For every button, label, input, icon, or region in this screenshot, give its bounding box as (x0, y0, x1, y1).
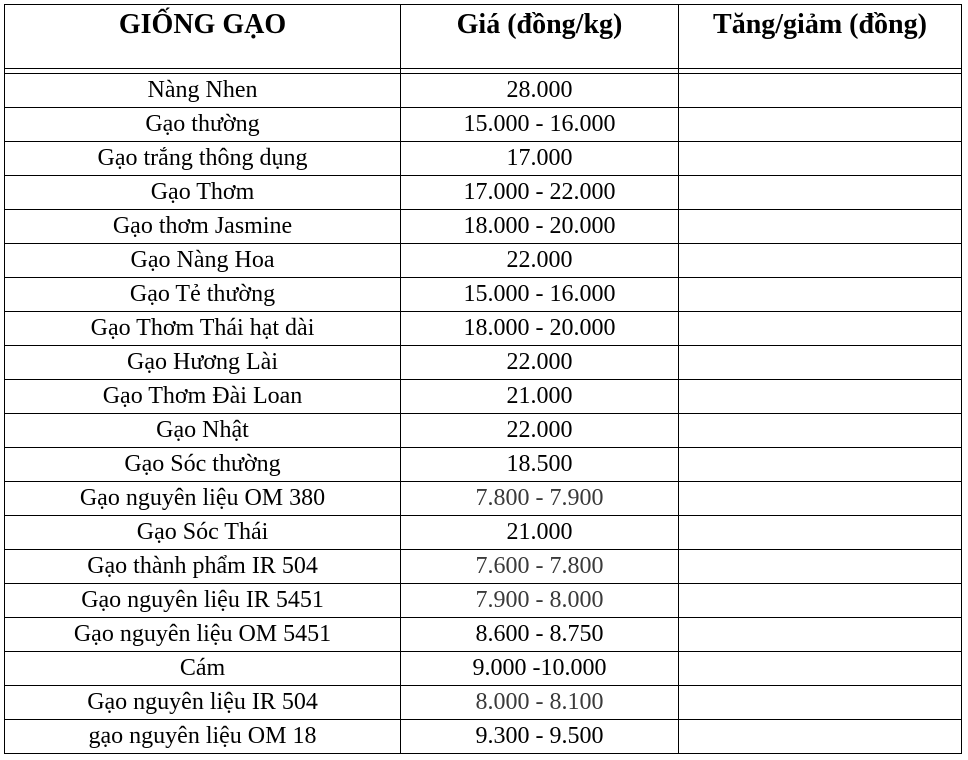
variety-cell: Gạo Nàng Hoa (5, 244, 401, 278)
change-cell (679, 278, 962, 312)
variety-cell: Gạo Sóc Thái (5, 516, 401, 550)
price-cell: 17.000 (401, 142, 679, 176)
price-cell: 15.000 - 16.000 (401, 278, 679, 312)
table-row (5, 142, 962, 176)
price-cell: 8.000 - 8.100 (401, 686, 679, 720)
change-cell (679, 346, 962, 380)
variety-cell: Gạo Hương Lài (5, 346, 401, 380)
change-cell (679, 618, 962, 652)
price-cell: 21.000 (401, 516, 679, 550)
variety-cell: Gạo trắng thông dụng (5, 142, 401, 176)
table-row (5, 618, 962, 652)
price-cell: 22.000 (401, 414, 679, 448)
price-cell: 7.600 - 7.800 (401, 550, 679, 584)
change-cell (679, 652, 962, 686)
variety-cell: Gạo Thơm Đài Loan (5, 380, 401, 414)
variety-cell: Gạo thường (5, 108, 401, 142)
variety-cell: Gạo thơm Jasmine (5, 210, 401, 244)
change-cell (679, 584, 962, 618)
variety-cell: Gạo Thơm Thái hạt dài (5, 312, 401, 346)
change-cell (679, 108, 962, 142)
table-row (5, 108, 962, 142)
table-row (5, 74, 962, 108)
change-cell (679, 482, 962, 516)
variety-cell: gạo nguyên liệu OM 18 (5, 720, 401, 754)
variety-cell: Gạo nguyên liệu IR 5451 (5, 584, 401, 618)
header-variety: GIỐNG GẠO (5, 5, 401, 69)
change-cell (679, 380, 962, 414)
table-row (5, 448, 962, 482)
table-row (5, 312, 962, 346)
change-cell (679, 516, 962, 550)
change-cell (679, 550, 962, 584)
price-cell: 15.000 - 16.000 (401, 108, 679, 142)
variety-cell: Cám (5, 652, 401, 686)
table-row (5, 414, 962, 448)
change-cell (679, 74, 962, 108)
price-cell: 17.000 - 22.000 (401, 176, 679, 210)
change-cell (679, 142, 962, 176)
table-row (5, 720, 962, 754)
price-cell: 18.000 - 20.000 (401, 312, 679, 346)
price-cell: 8.600 - 8.750 (401, 618, 679, 652)
table-row (5, 652, 962, 686)
variety-cell: Gạo nguyên liệu IR 504 (5, 686, 401, 720)
variety-cell: Gạo nguyên liệu OM 380 (5, 482, 401, 516)
table-body (5, 69, 962, 754)
variety-cell: Gạo Sóc thường (5, 448, 401, 482)
header-price: Giá (đồng/kg) (401, 5, 679, 69)
price-cell: 18.000 - 20.000 (401, 210, 679, 244)
variety-cell: Gạo nguyên liệu OM 5451 (5, 618, 401, 652)
table-row (5, 686, 962, 720)
change-cell (679, 720, 962, 754)
variety-cell: Gạo Thơm (5, 176, 401, 210)
price-cell: 18.500 (401, 448, 679, 482)
table-row (5, 516, 962, 550)
table-row (5, 346, 962, 380)
variety-cell: Gạo Nhật (5, 414, 401, 448)
change-cell (679, 244, 962, 278)
price-cell: 7.800 - 7.900 (401, 482, 679, 516)
change-cell (679, 686, 962, 720)
table-row (5, 278, 962, 312)
price-cell: 7.900 - 8.000 (401, 584, 679, 618)
table-row (5, 584, 962, 618)
change-cell (679, 312, 962, 346)
variety-cell: Gạo thành phẩm IR 504 (5, 550, 401, 584)
price-cell: 22.000 (401, 346, 679, 380)
change-cell (679, 448, 962, 482)
variety-cell: Nàng Nhen (5, 74, 401, 108)
table-row (5, 210, 962, 244)
rice-price-table (4, 4, 962, 754)
table-row (5, 244, 962, 278)
table-row (5, 482, 962, 516)
price-cell: 22.000 (401, 244, 679, 278)
table-row (5, 380, 962, 414)
table-row (5, 176, 962, 210)
change-cell (679, 414, 962, 448)
change-cell (679, 210, 962, 244)
header-change: Tăng/giảm (đồng) (679, 5, 962, 69)
price-cell: 9.000 -10.000 (401, 652, 679, 686)
price-cell: 28.000 (401, 74, 679, 108)
price-cell: 21.000 (401, 380, 679, 414)
variety-cell: Gạo Tẻ thường (5, 278, 401, 312)
price-cell: 9.300 - 9.500 (401, 720, 679, 754)
header-row (5, 5, 962, 69)
table-row (5, 550, 962, 584)
change-cell (679, 176, 962, 210)
